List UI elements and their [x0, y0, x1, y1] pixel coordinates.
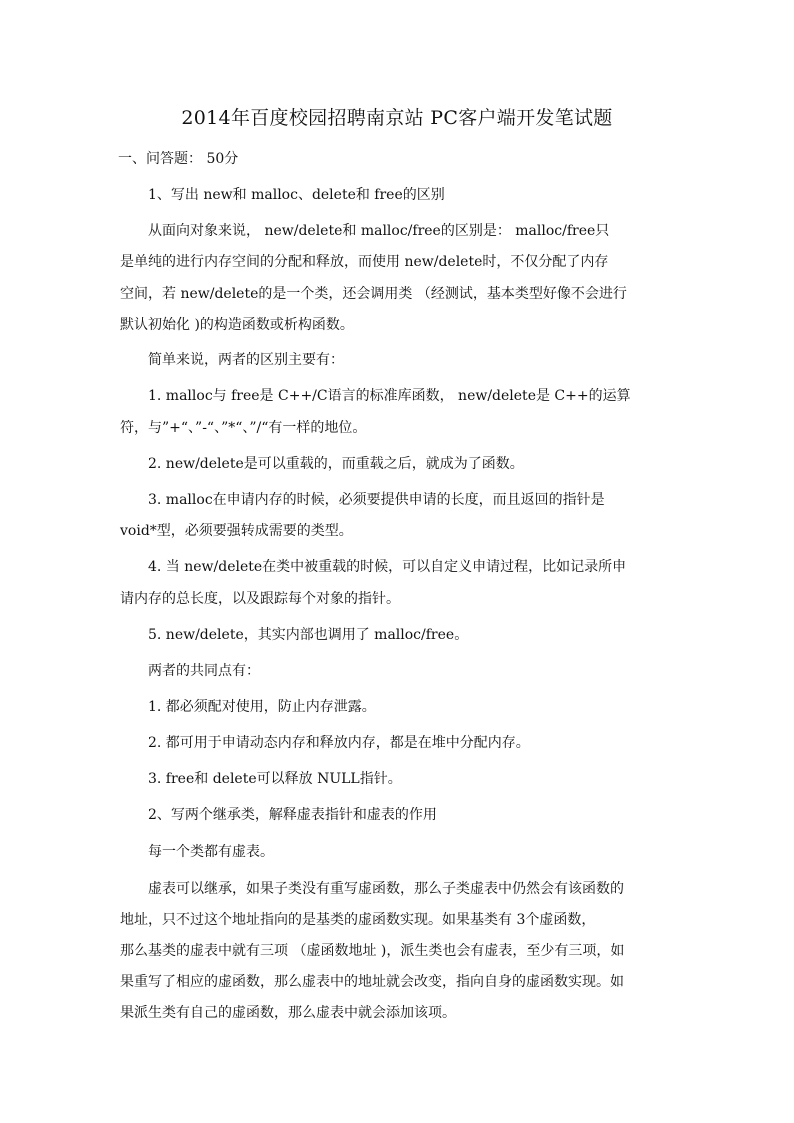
- document-title: 2014年百度校园招聘南京站 PC客户端开发笔试题: [181, 107, 613, 129]
- similarity-item-3: 3. free和 delete可以释放 NULL指针。: [148, 771, 402, 787]
- question-2-heading: 2、写两个继承类，解释虚表指针和虚表的作用: [148, 807, 437, 823]
- q2-paragraph-line: 那么基类的虚表中就有三项 （虚函数地址 )，派生类也会有虚表，至少有三项，如: [120, 943, 625, 959]
- section-heading: 一、问答题： 50分: [118, 151, 239, 167]
- difference-item-4: 4. 当 new/delete在类中被重载的时候，可以自定义申请过程，比如记录所申: [148, 559, 627, 575]
- question-1-heading: 1、写出 new和 malloc、delete和 free的区别: [148, 187, 445, 203]
- q2-paragraph-line: 果重写了相应的虚函数，那么虚表中的地址就会改变，指向自身的虚函数实现。如: [120, 974, 624, 990]
- q2-paragraph-line: 地址，只不过这个地址指向的是基类的虚函数实现。如果基类有 3个虚函数，: [120, 912, 596, 928]
- similarity-item-2: 2. 都可用于申请动态内存和释放内存，都是在堆中分配内存。: [148, 735, 530, 751]
- difference-item-1: 1. malloc与 free是 C++/C语言的标准库函数， new/delete是 C++的运算: [148, 388, 631, 404]
- q2-paragraph-line: 虚表可以继承，如果子类没有重写虚函数，那么子类虚表中仍然会有该函数的: [148, 881, 624, 897]
- difference-item-2: 2. new/delete是可以重载的，而重载之后，就成为了函数。: [148, 456, 524, 472]
- q1-paragraph-line: 空间，若 new/delete的是一个类，还会调用类 （经测试，基本类型好像不会进行: [120, 286, 627, 302]
- q2-paragraph-line: 果派生类有自己的虚函数，那么虚表中就会添加该项。: [120, 1005, 456, 1021]
- similarity-item-1: 1. 都必须配对使用，防止内存泄露。: [148, 699, 376, 715]
- q1-paragraph-line: 是单纯的进行内存空间的分配和释放，而使用 new/delete时，不仅分配了内存: [120, 254, 609, 270]
- q1-summary-intro: 简单来说，两者的区别主要有：: [148, 352, 344, 368]
- difference-item-5: 5. new/delete，其实内部也调用了 malloc/free。: [148, 627, 469, 643]
- difference-item-3-cont: void*型，必须要强转成需要的类型。: [120, 523, 353, 539]
- difference-item-4-cont: 请内存的总长度，以及跟踪每个对象的指针。: [120, 591, 400, 607]
- difference-item-3: 3. malloc在申请内存的时候，必须要提供申请的长度，而且返回的指针是: [148, 492, 605, 508]
- q2-paragraph-1: 每一个类都有虚表。: [148, 844, 274, 860]
- similarities-intro: 两者的共同点有：: [148, 663, 260, 679]
- q1-paragraph-line: 默认初始化 )的构造函数或析构函数。: [120, 317, 354, 333]
- q1-paragraph-line: 从面向对象来说， new/delete和 malloc/free的区别是： malloc/free只: [148, 223, 610, 239]
- difference-item-1-cont: 符，与”+“、”-“、”*“、”/“有一样的地位。: [120, 420, 367, 436]
